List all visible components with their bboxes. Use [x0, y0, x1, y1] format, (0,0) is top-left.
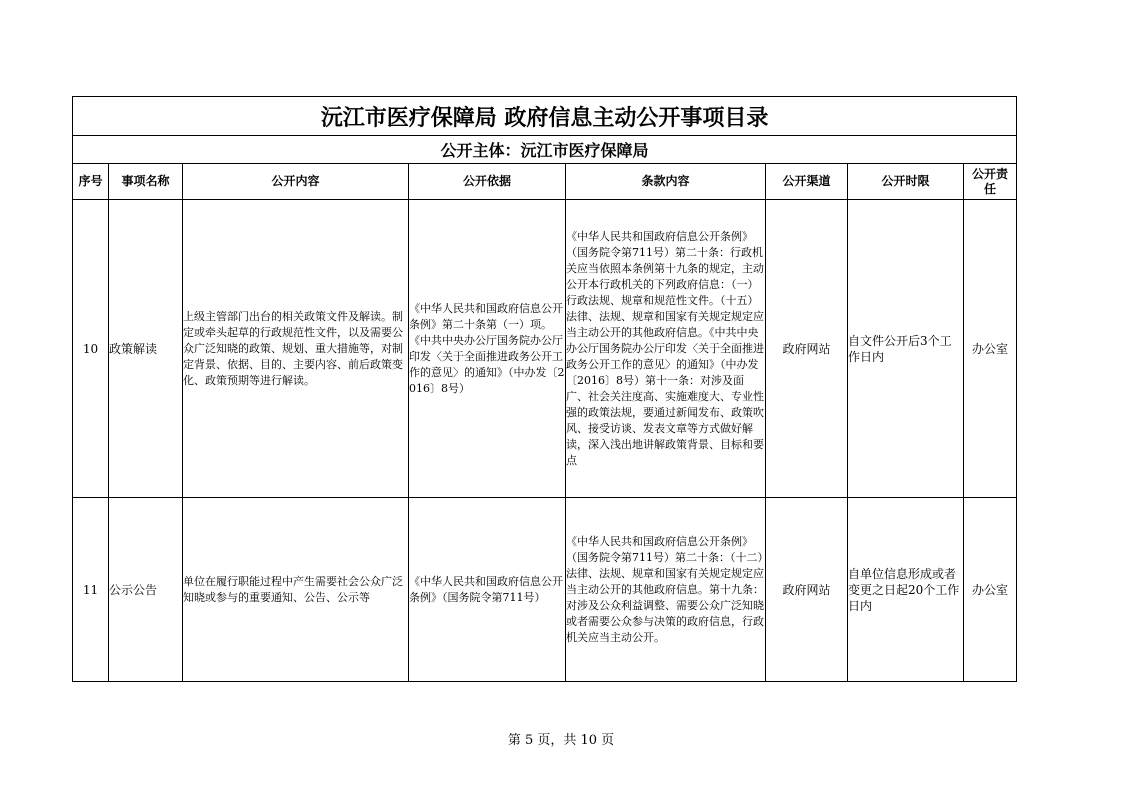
- disclosure-catalog-table: [72, 96, 1017, 682]
- row-time: 自单位信息形成或者变更之日起20个工作日内: [848, 498, 964, 682]
- page-number: 第 5 页，共 10 页: [507, 733, 615, 748]
- header-time: 公开时限: [848, 164, 964, 200]
- row-name: 政策解读: [109, 200, 183, 498]
- row-basis: 《中华人民共和国政府信息公开条例》第二十条第（一）项。《中共中央办公厅国务院办公厅印发〈关于全面推进政务公开工作的意见〉的通知》（中办发〔2016〕8号）: [409, 200, 566, 498]
- disclosure-subject: 公开主体：沅江市医疗保障局: [73, 136, 1017, 164]
- row-content: 上级主管部门出台的相关政策文件及解读。制定或牵头起草的行政规范性文件，以及需要公众广泛知晓的政策、规划、重大措施等，对制定背景、依据、目的、主要内容、前后政策变化、政策预期等进行解读。: [183, 200, 409, 498]
- row-resp: 办公室: [964, 200, 1017, 498]
- header-channel: 公开渠道: [766, 164, 848, 200]
- row-resp: 办公室: [964, 498, 1017, 682]
- page-title: 沅江市医疗保障局 政府信息主动公开事项目录: [73, 97, 1017, 136]
- table-row: [73, 200, 1017, 498]
- header-seq: 序号: [73, 164, 109, 200]
- header-content: 公开内容: [183, 164, 409, 200]
- row-channel: 政府网站: [766, 200, 848, 498]
- header-resp: 公开责任: [964, 164, 1017, 200]
- row-name: 公示公告: [109, 498, 183, 682]
- row-seq: 11: [73, 498, 109, 682]
- row-time: 自文件公开后3个工作日内: [848, 200, 964, 498]
- row-content: 单位在履行职能过程中产生需要社会公众广泛知晓或参与的重要通知、公告、公示等: [183, 498, 409, 682]
- table-row: [73, 498, 1017, 682]
- header-clause: 条款内容: [566, 164, 766, 200]
- header-basis: 公开依据: [409, 164, 566, 200]
- row-clause: 《中华人民共和国政府信息公开条例》（国务院令第711号）第二十条：（十二）法律、法规、规章和国家有关规定规定应当主动公开的其他政府信息。第十九条：对涉及公众利益调整、需要公众广泛知晓或者需要公众参与决策的政府信息，行政机关应当主动公开。: [566, 498, 766, 682]
- row-channel: 政府网站: [766, 498, 848, 682]
- row-clause: 《中华人民共和国政府信息公开条例》（国务院令第711号）第二十条：行政机关应当依照本条例第十九条的规定，主动公开本行政机关的下列政府信息：（一）行政法规、规章和规范性文件。（十五）法律、法规、规章和国家有关规定规定应当主动公开的其他政府信息。《中共中央办公厅国务院办公厅印发〈关于全面推进政务公开工作的意见〉的通知》（中办发〔2016〕8号）第十一条：对涉及面广、社会关注度高、实施难度大、专业性强的政策法规，要通过新闻发布、政策吹风、接受访谈、发表文章等方式做好解读，深入浅出地讲解政策背景、目标和要点: [566, 200, 766, 498]
- row-basis: 《中华人民共和国政府信息公开条例》（国务院令第711号）: [409, 498, 566, 682]
- row-seq: 10: [73, 200, 109, 498]
- header-name: 事项名称: [109, 164, 183, 200]
- table-header-row: [73, 164, 1017, 200]
